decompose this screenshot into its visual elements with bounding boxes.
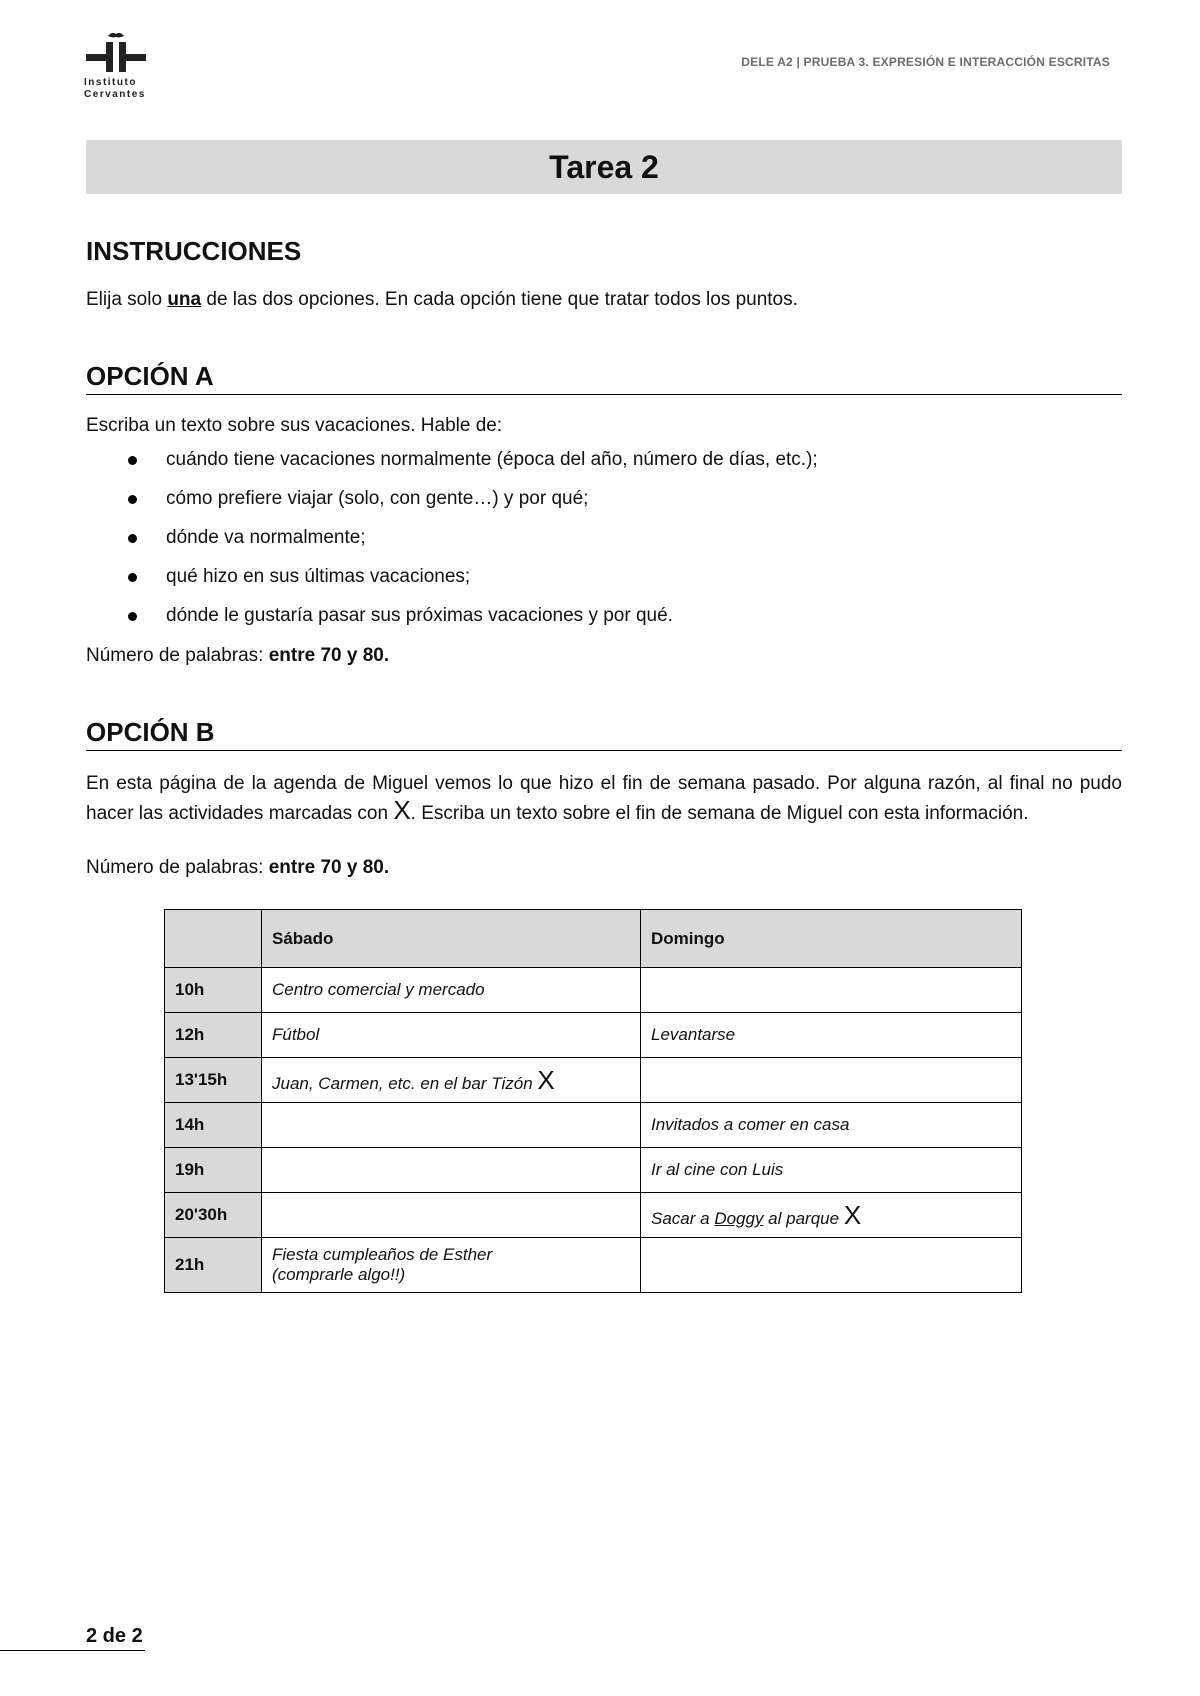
list-item: cuándo tiene vacaciones normalmente (época del año, número de días, etc.); [166, 449, 1122, 471]
agenda-table [164, 909, 1022, 1293]
sabado-cell [262, 1103, 641, 1148]
table-row [165, 1148, 1022, 1193]
cross-mark: X [843, 1199, 862, 1230]
table-row [165, 1238, 1022, 1293]
option-b-word-count [86, 857, 1122, 879]
main-content [86, 236, 1122, 1293]
cervantes-logo-icon [84, 30, 148, 74]
instructions-text-1: Elija solo [86, 289, 168, 310]
hour-cell: 13'15h [165, 1058, 262, 1103]
sabado-activity: Juan, Carmen, etc. en el bar Tizón [272, 1073, 533, 1093]
word-count-value: entre 70 y 80. [268, 645, 390, 666]
sabado-cell [262, 1148, 641, 1193]
domingo-activity-underlined: Doggy [714, 1208, 764, 1228]
domingo-cell [641, 1058, 1022, 1103]
sabado-cell: Centro comercial y mercado [262, 968, 641, 1013]
domingo-activity-2: al parque [763, 1208, 840, 1228]
table-row [165, 1013, 1022, 1058]
list-item: dónde va normalmente; [166, 527, 1122, 549]
word-count-label: Número de palabras: [86, 857, 269, 878]
page-title: Tarea 2 [549, 148, 659, 185]
list-item: dónde le gustaría pasar sus próximas vacaciones y por qué. [166, 605, 1122, 627]
sabado-cell [262, 1058, 641, 1103]
domingo-cell: Levantarse [641, 1013, 1022, 1058]
table-row [165, 1193, 1022, 1238]
domingo-cell [641, 1238, 1022, 1293]
header-hour [165, 910, 262, 968]
sabado-cell [262, 1193, 641, 1238]
table-row [165, 968, 1022, 1013]
instructions-text [86, 289, 1122, 311]
domingo-cell: Invitados a comer en casa [641, 1103, 1022, 1148]
page-number: 2 de 2 [86, 1625, 143, 1647]
sabado-activity-line-2: (comprarle algo!!) [272, 1265, 406, 1284]
table-row [165, 1058, 1022, 1103]
option-b-text-1: En esta página de la agenda de Miguel vemos lo que hizo el fin de semana pasado. Por alguna razón, al final no pudo hacer las actividades marcadas con [86, 773, 1122, 824]
header-sabado: Sábado [262, 910, 641, 968]
exam-header: DELE A2 | PRUEBA 3. EXPRESIÓN E INTERACCIÓN ESCRITAS [741, 55, 1110, 69]
domingo-cell [641, 968, 1022, 1013]
title-bar [86, 140, 1122, 194]
option-a-intro: Escriba un texto sobre sus vacaciones. Hable de: [86, 415, 503, 436]
logo-line-2: Cervantes [84, 89, 146, 100]
domingo-cell: Ir al cine con Luis [641, 1148, 1022, 1193]
hour-cell: 10h [165, 968, 262, 1013]
instructions-heading: INSTRUCCIONES [86, 236, 302, 266]
sabado-activity-line-1: Fiesta cumpleaños de Esther [272, 1245, 493, 1264]
header-domingo: Domingo [641, 910, 1022, 968]
cross-mark: X [537, 1064, 555, 1095]
option-b-heading: OPCIÓN B [86, 717, 1122, 751]
option-b-text [86, 771, 1122, 827]
table-row [165, 1103, 1022, 1148]
option-a-points [86, 449, 1122, 627]
hour-cell: 19h [165, 1148, 262, 1193]
sabado-cell: Fútbol [262, 1013, 641, 1058]
list-item: qué hizo en sus últimas vacaciones; [166, 566, 1122, 588]
domingo-activity-1: Sacar a [651, 1208, 715, 1228]
option-b-text-2: . Escriba un texto sobre el fin de semana de Miguel con esta información. [410, 803, 1029, 824]
agenda-table-wrapper [164, 909, 1122, 1293]
logo-line-1: Instituto [84, 77, 137, 88]
word-count-value: entre 70 y 80. [268, 857, 390, 878]
option-a-word-count [86, 645, 1122, 667]
cross-mark: X [393, 795, 411, 825]
sabado-cell [262, 1238, 641, 1293]
table-header-row [165, 910, 1022, 968]
instructions-emphasis: una [167, 289, 202, 310]
hour-cell: 14h [165, 1103, 262, 1148]
list-item: cómo prefiere viajar (solo, con gente…) y por qué; [166, 488, 1122, 510]
word-count-label: Número de palabras: [86, 645, 269, 666]
hour-cell: 21h [165, 1238, 262, 1293]
instructions-text-2: de las dos opciones. En cada opción tiene que tratar todos los puntos. [201, 289, 798, 310]
hour-cell: 20'30h [165, 1193, 262, 1238]
footer-divider [0, 1650, 145, 1651]
instituto-cervantes-logo [84, 30, 164, 101]
hour-cell: 12h [165, 1013, 262, 1058]
option-a-heading: OPCIÓN A [86, 361, 1122, 395]
domingo-cell [641, 1193, 1022, 1238]
